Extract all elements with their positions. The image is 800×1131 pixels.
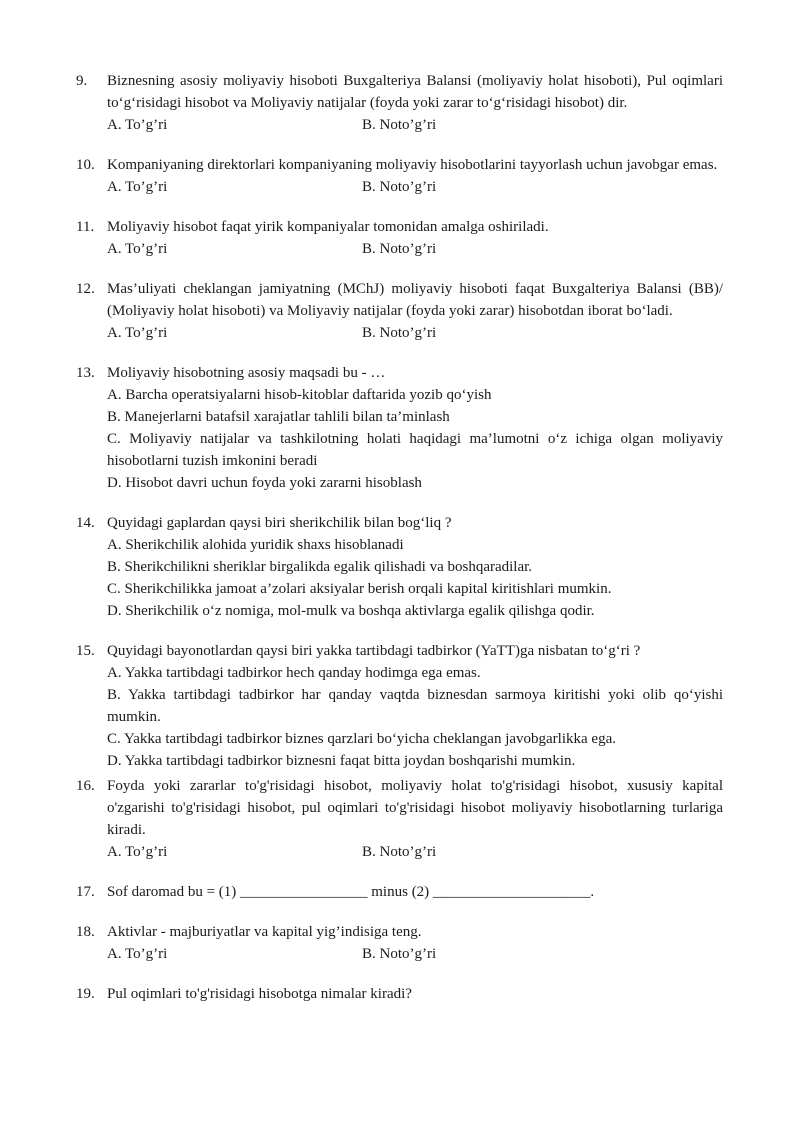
choice-option: D. Sherikchilik o‘z nomiga, mol-mulk va boshqa aktivlarga egalik qilishga qodir.	[107, 603, 595, 619]
question-item	[76, 881, 723, 903]
question-item	[76, 640, 723, 772]
answer-option-b: B. Noto’g’ri	[362, 844, 437, 860]
choice-option: C. Yakka tartibdagi tadbirkor biznes qarzlari bo‘yicha cheklangan javobgarlikka ega.	[107, 731, 616, 747]
question-body	[107, 70, 723, 136]
question-number: 15.	[76, 643, 95, 659]
choice-option: D. Hisobot davri uchun foyda yoki zararni hisoblash	[107, 475, 422, 491]
question-item	[76, 216, 723, 260]
choice-option: C. Moliyaviy natijalar va tashkilotning holati haqidagi ma’lumotni o‘z ichiga olgan moliyaviy hisobotlarni tuzish imkonini beradi	[107, 431, 723, 469]
question-body	[107, 983, 723, 1005]
question-text: Quyidagi bayonotlardan qaysi biri yakka tartibdagi tadbirkor (YaTT)ga nisbatan to‘g‘ri ?	[107, 643, 641, 659]
question-body	[107, 216, 723, 260]
question-number: 13.	[76, 365, 95, 381]
choice-option: A. Barcha operatsiyalarni hisob-kitoblar daftarida yozib qo‘yish	[107, 387, 492, 403]
question-body	[107, 512, 723, 622]
question-text: Pul oqimlari to'g'risidagi hisobotga nimalar kiradi?	[107, 986, 412, 1002]
question-text: Foyda yoki zararlar to'g'risidagi hisobot, moliyaviy holat to'g'risidagi hisobot, xususiy kapital o'zgarishi to'g'risidagi hisobot, pul oqimlari to'g'risidagi hisobot moliyaviy hisobotlarning turlariga kiradi.	[107, 778, 723, 838]
question-text: Biznesning asosiy moliyaviy hisoboti Buxgalteriya Balansi (moliyaviy holat hisoboti), Pul oqimlari to‘g‘risidagi hisobot va Moliyaviy natijalar (foyda yoki zarar to‘g‘risidagi hisobot) dir.	[107, 73, 723, 111]
question-text: Aktivlar - majburiyatlar va kapital yig’indisiga teng.	[107, 924, 422, 940]
answer-options-row	[107, 114, 723, 136]
answer-option-a: A. To’g’ri	[107, 179, 168, 195]
question-body	[107, 278, 723, 344]
answer-option-a: A. To’g’ri	[107, 325, 168, 341]
answer-option-b: B. Noto’g’ri	[362, 325, 437, 341]
question-body	[107, 775, 723, 863]
choice-option: B. Manejerlarni batafsil xarajatlar tahlili bilan ta’minlash	[107, 409, 450, 425]
answer-options-row	[107, 841, 723, 863]
question-body	[107, 362, 723, 494]
question-text: Mas’uliyati cheklangan jamiyatning (MChJ) moliyaviy hisoboti faqat Buxgalteriya Balansi (BB)/ (Moliyaviy holat hisoboti) va Moliyaviy natijalar (foyda yoki zarar) hisobotdan iborat bo‘ladi.	[107, 281, 723, 319]
answer-option-b: B. Noto’g’ri	[362, 241, 437, 257]
question-number: 14.	[76, 515, 95, 531]
question-text: Moliyaviy hisobot faqat yirik kompaniyalar tomonidan amalga oshiriladi.	[107, 219, 549, 235]
answer-option-a: A. To’g’ri	[107, 117, 168, 133]
question-number: 11.	[76, 219, 95, 235]
answer-option-b: B. Noto’g’ri	[362, 179, 437, 195]
question-item	[76, 775, 723, 863]
question-body	[107, 921, 723, 965]
question-number: 18.	[76, 924, 95, 940]
choice-option: D. Yakka tartibdagi tadbirkor biznesni faqat bitta joydan boshqarishi mumkin.	[107, 753, 576, 769]
question-number: 9.	[76, 73, 88, 89]
question-body	[107, 881, 723, 903]
question-number: 10.	[76, 157, 95, 173]
question-item	[76, 154, 723, 198]
question-number: 16.	[76, 778, 95, 794]
question-text: Quyidagi gaplardan qaysi biri sherikchilik bilan bog‘liq ?	[107, 515, 452, 531]
question-text: Sof daromad bu = (1) _________________ minus (2) _____________________.	[107, 884, 595, 900]
answer-option-a: A. To’g’ri	[107, 844, 168, 860]
answer-option-a: A. To’g’ri	[107, 241, 168, 257]
answer-option-a: A. To’g’ri	[107, 946, 168, 962]
choice-option: B. Sherikchilikni sheriklar birgalikda egalik qilishadi va boshqaradilar.	[107, 559, 533, 575]
question-item	[76, 512, 723, 622]
question-body	[107, 154, 723, 198]
answer-options-row	[107, 238, 723, 260]
question-item	[76, 70, 723, 136]
question-item	[76, 921, 723, 965]
answer-option-b: B. Noto’g’ri	[362, 117, 437, 133]
question-item	[76, 983, 723, 1005]
answer-options-row	[107, 322, 723, 344]
question-number: 12.	[76, 281, 95, 297]
choice-option: A. Yakka tartibdagi tadbirkor hech qanday hodimga ega emas.	[107, 665, 481, 681]
choice-option: B. Yakka tartibdagi tadbirkor har qanday vaqtda biznesdan sarmoya kiritishi yoki olib qo‘yishi mumkin.	[107, 687, 723, 725]
question-body	[107, 640, 723, 772]
question-item	[76, 362, 723, 494]
question-list	[76, 70, 723, 1005]
question-item	[76, 278, 723, 344]
question-text: Moliyaviy hisobotning asosiy maqsadi bu - …	[107, 365, 386, 381]
answer-options-row	[107, 176, 723, 198]
choice-option: C. Sherikchilikka jamoat a’zolari aksiyalar berish orqali kapital kiritishlari mumkin.	[107, 581, 612, 597]
question-number: 19.	[76, 986, 95, 1002]
answer-option-b: B. Noto’g’ri	[362, 946, 437, 962]
question-text: Kompaniyaning direktorlari kompaniyaning moliyaviy hisobotlarini tayyorlash uchun javobgar emas.	[107, 157, 718, 173]
question-number: 17.	[76, 884, 95, 900]
choice-option: A. Sherikchilik alohida yuridik shaxs hisoblanadi	[107, 537, 404, 553]
answer-options-row	[107, 943, 723, 965]
